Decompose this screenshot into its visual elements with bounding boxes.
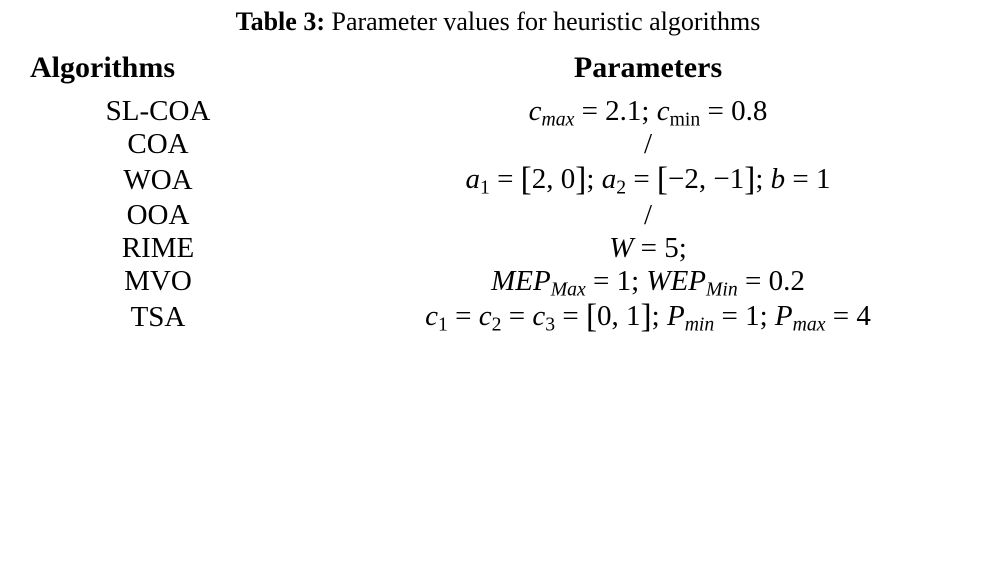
caption-text: Parameter values for heuristic algorithms <box>331 7 761 36</box>
cell-parameters <box>308 298 988 336</box>
math-expression: / <box>643 199 653 232</box>
table-caption <box>8 0 988 51</box>
cell-parameters <box>308 265 988 301</box>
table-row <box>8 161 988 199</box>
column-header-algorithms: Algorithms <box>30 51 175 85</box>
cell-parameters <box>308 161 988 199</box>
cell-algorithm: OOA <box>126 199 190 232</box>
table-row <box>8 199 988 232</box>
caption-label: Table 3: <box>235 7 325 36</box>
cell-algorithm: MVO <box>124 265 192 298</box>
cell-algorithm: TSA <box>130 300 186 333</box>
math-expression: / <box>643 128 653 161</box>
cell-parameters <box>308 199 988 232</box>
table-row <box>8 128 988 161</box>
table-row <box>8 265 988 298</box>
table-row <box>8 232 988 265</box>
parameter-table <box>8 51 988 344</box>
cell-parameters <box>308 232 988 265</box>
header-body-gap <box>8 85 988 95</box>
cell-parameters <box>308 95 988 131</box>
table-header-row <box>8 51 988 85</box>
math-expression: $a_1 = [2$, 0]; $a_2 = [-2$, −1]; b = 1 <box>465 161 831 199</box>
math-expression: $MEP_{Max} = 1$; $WEP_{Min} = 0.2$ <box>491 265 805 301</box>
cell-algorithm: WOA <box>123 163 193 196</box>
math-expression: $c_{max} = 2.1$; $c_{min} = 0.8$ <box>528 95 768 131</box>
table-row <box>8 298 988 336</box>
column-header-parameters: Parameters <box>573 51 723 85</box>
table-row <box>8 95 988 128</box>
math-expression: $c_1 = c_2 = c_3 = [0$, 1]; $P_{min} = 1$; $P_{max} = 4$ <box>425 298 871 336</box>
math-expression: W = 5; <box>609 232 687 265</box>
cell-parameters <box>308 128 988 161</box>
cell-algorithm: SL-COA <box>105 95 211 128</box>
body-rule-gap <box>8 336 988 344</box>
cell-algorithm: RIME <box>121 232 195 265</box>
cell-algorithm: COA <box>127 128 189 161</box>
